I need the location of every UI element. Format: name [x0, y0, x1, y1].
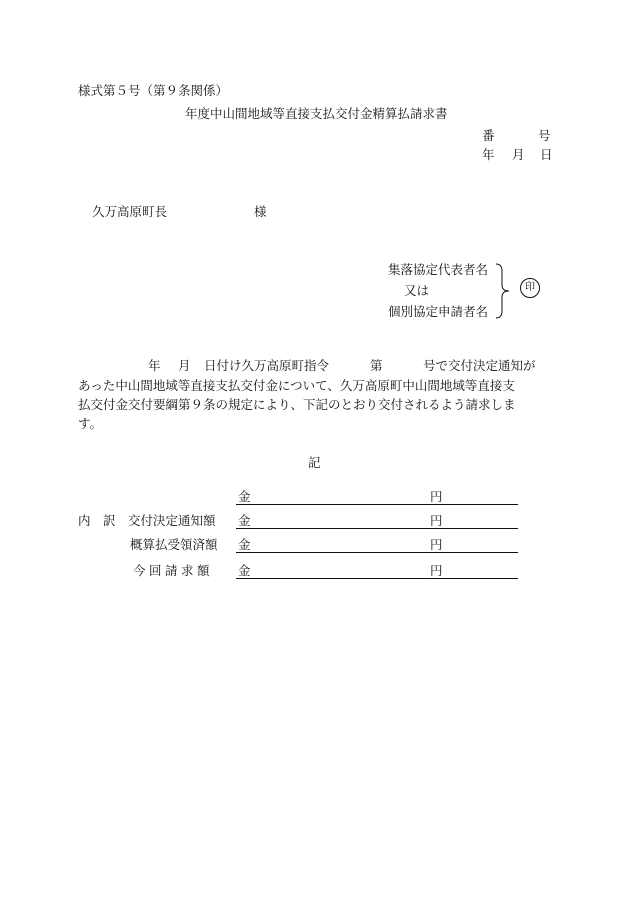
- amount-row-current: [78, 563, 448, 581]
- amount-row-paid: [78, 537, 448, 555]
- document-number-label: 番: [482, 128, 495, 143]
- ki-heading: 記: [308, 455, 321, 470]
- currency-prefix: 金: [238, 563, 251, 578]
- individual-applicant-label: 個別協定申請者名: [387, 304, 488, 319]
- paragraph-number-suffix: 号で交付決定通知が: [423, 358, 536, 373]
- paragraph-month-label: 月: [178, 358, 191, 373]
- paragraph-line: す。: [78, 416, 103, 431]
- representative-name-label: 集落協定代表者名: [387, 262, 488, 277]
- amount-underline: [236, 504, 518, 505]
- seal-mark: 印: [520, 278, 540, 298]
- document-number-suffix: 号: [538, 128, 551, 143]
- currency-suffix: 円: [430, 489, 443, 504]
- curly-brace-icon: [494, 263, 512, 319]
- request-paragraph-first-line: [78, 358, 550, 376]
- request-paragraph: [78, 376, 554, 433]
- amount-row-notice: [78, 513, 448, 531]
- date-day-label: 日: [540, 147, 553, 162]
- amount-underline: [236, 528, 518, 529]
- current-request-label: 今回請求額: [133, 563, 214, 578]
- paragraph-year-label: 年: [148, 358, 161, 373]
- currency-suffix: 円: [430, 513, 443, 528]
- amount-underline: [236, 578, 518, 579]
- date-month-label: 月: [512, 147, 525, 162]
- currency-suffix: 円: [430, 563, 443, 578]
- amount-row-total: [78, 489, 448, 507]
- form-number: 様式第５号（第９条関係）: [78, 83, 229, 98]
- date-year-label: 年: [482, 147, 495, 162]
- addressee-name: 久万高原町長: [92, 204, 168, 219]
- paragraph-line: あった中山間地域等直接支払交付金について、久万高原町中山間地域等直接支: [78, 378, 515, 393]
- currency-prefix: 金: [238, 489, 251, 504]
- currency-suffix: 円: [430, 537, 443, 552]
- notice-amount-label: 交付決定通知額: [128, 513, 216, 528]
- paragraph-number-prefix: 第: [370, 358, 383, 373]
- addressee-honorific: 様: [254, 204, 267, 219]
- currency-prefix: 金: [238, 513, 251, 528]
- paragraph-line: 払交付金交付要綱第９条の規定により、下記のとおり交付されるよう請求しま: [78, 397, 516, 412]
- breakdown-label: 内 訳: [78, 513, 116, 528]
- paid-amount-label: 概算払受領済額: [130, 537, 218, 552]
- or-label: 又は: [404, 283, 430, 298]
- currency-prefix: 金: [238, 537, 251, 552]
- amount-underline: [236, 552, 518, 553]
- document-title: 年度中山間地域等直接支払交付金精算払請求書: [185, 106, 448, 121]
- paragraph-day-text: 日付け久万高原町指令: [204, 358, 330, 373]
